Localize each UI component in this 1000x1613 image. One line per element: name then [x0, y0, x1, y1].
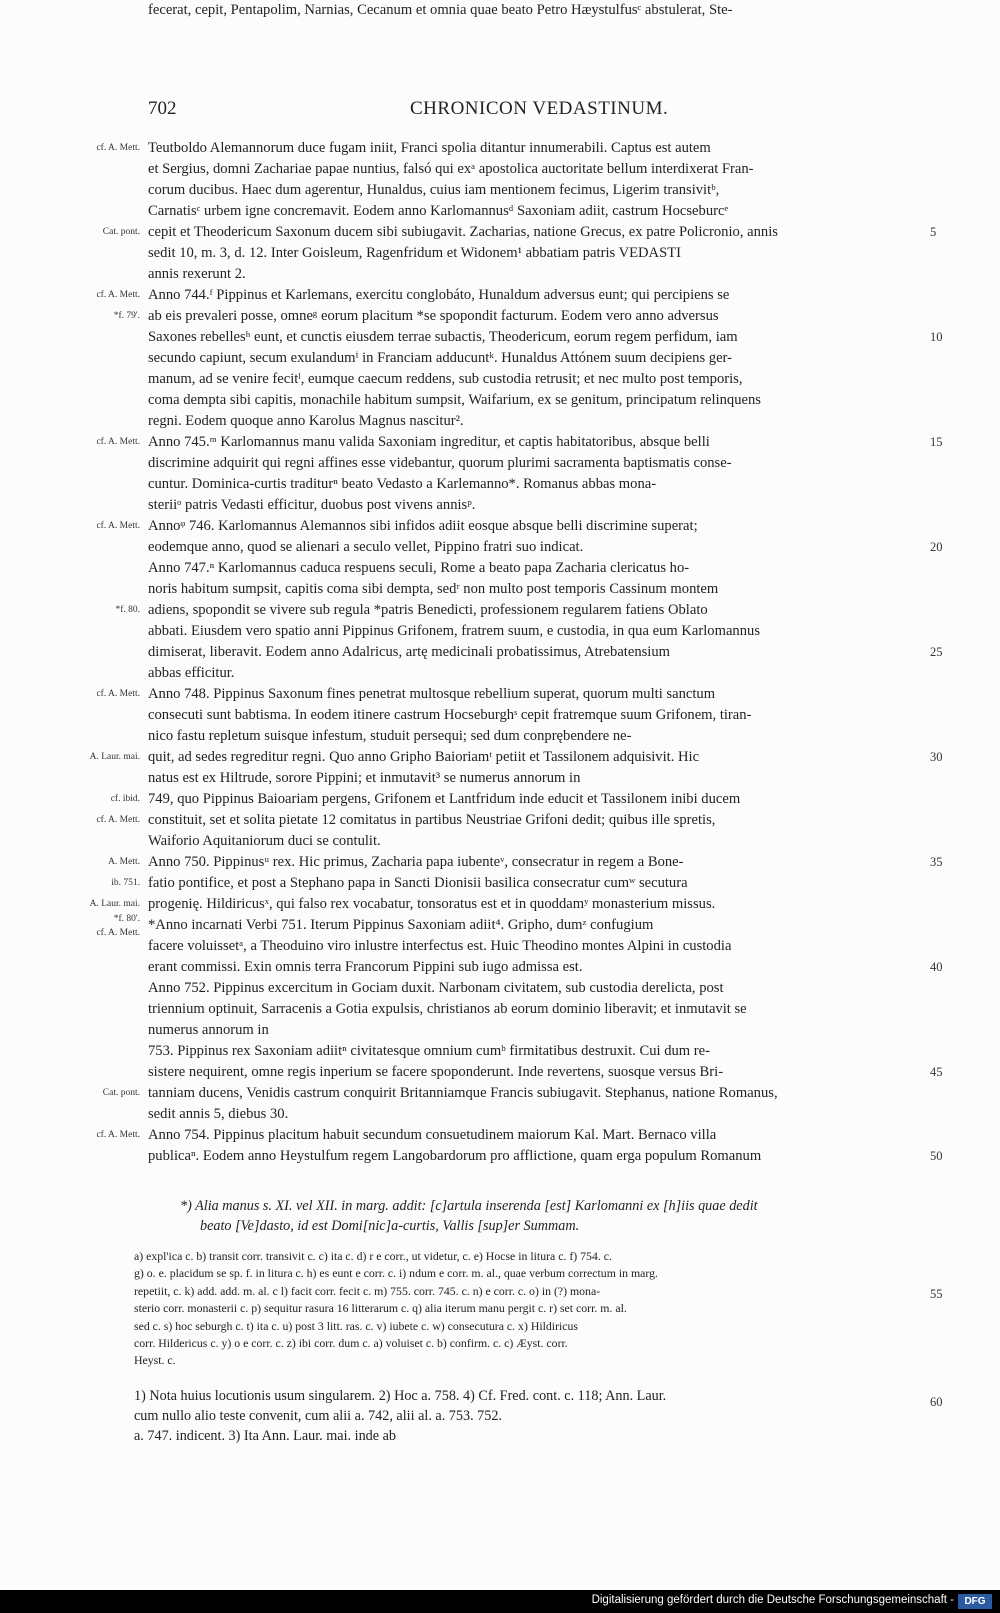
text-line: sedit annis 5, diebus 30.: [148, 1106, 289, 1122]
line-number: 20: [930, 540, 943, 554]
margin-note: cf. A. Mett.: [96, 437, 140, 447]
text-line: Carnatisᶜ urbem igne concremavit. Eodem anno Karlomannusᵈ Saxoniam adiit, castrum Hocseburcᵉ: [148, 203, 729, 219]
line-number: 60: [930, 1395, 943, 1409]
text-line: Anno 750. Pippinusᵘ rex. Hic primus, Zacharia papa iubenteᵛ, consecratur in regem a Bone-: [148, 854, 684, 870]
text-line: secundo capiunt, secum exulandumⁱ in Franciam adducuntᵏ. Hunaldus Attónem suum decipiens ger-: [148, 350, 732, 366]
margin-note: cf. A. Mett.: [96, 928, 140, 938]
text-line: eodemque anno, quod se alienari a seculo vellet, Pippino fratri suo indicat.: [148, 539, 584, 555]
text-line: constituit, set et solita pietate 12 comitatus in partibus Neustriae Grifoni dedit; quibus ille spretis,: [148, 812, 716, 828]
text-line: progenię. Hildiricusˣ, qui falso rex vocabatur, tonsoratus est et in quoddamʸ monasterium missus.: [148, 896, 716, 912]
line-number: 45: [930, 1065, 943, 1079]
text-line: 753. Pippinus rex Saxoniam adiitⁿ civitatesque omnium cumᵇ firmitatibus destruxit. Cui dum re-: [148, 1043, 710, 1059]
text-line: noris habitum sumpsit, capitis coma sibi dempta, sedʳ non multo post temporis Cassinum montem: [148, 581, 719, 597]
text-line: abbati. Eiusdem vero spatio anni Pippinus Grifonem, fratrem suum, e custodia, in qua eum Karlomannus: [148, 623, 760, 639]
text-line: Anno 748. Pippinus Saxonum fines penetrat multosque rebellium superat, quorum multi sanctum: [148, 686, 716, 702]
text-line: adiens, spopondit se vivere sub regula *patris Benedicti, professionem regularem fatiens Oblato: [148, 602, 708, 618]
text-line: Anno 744.ᶠ Pippinus et Karlemans, exercitu conglobáto, Hunaldum adversus eunt; qui percipiens se: [148, 287, 730, 303]
text-line: corum ducibus. Haec dum agerentur, Hunaldus, cuius iam mentionem fecimus, Ligerim transivitᵇ,: [148, 182, 720, 198]
text-line: facere voluissetᵃ, a Theoduino viro inlustre interfectus est. Huic Theodino montes Alpini in custodia: [148, 938, 732, 954]
margin-note: cf. A. Mett.: [96, 290, 140, 300]
text-line: annis rexerunt 2.: [148, 266, 246, 282]
text-line: nico fastu repletum suisque infestum, studuit persequi; sed dum conprębendere ne-: [148, 728, 632, 744]
margin-note: A. Mett.: [108, 857, 140, 867]
apparatus-line: g) o. e. placidum se sp. f. in litura c. h) es eunt e corr. c. i) ndum e corr. m. al., quae verbum correctum in marg.: [134, 1266, 658, 1281]
margin-note: Cat. pont.: [102, 227, 140, 237]
margin-note: A. Laur. mai.: [89, 752, 140, 762]
text-line: coma dempta sibi capitis, monachile habitum sumpsit, Waifarium, ex se genitum, principatum relinquens: [148, 392, 761, 408]
text-line: abbas efficitur.: [148, 665, 235, 681]
margin-note: cf. A. Mett.: [96, 521, 140, 531]
text-line: *Anno incarnati Verbi 751. Iterum Pippinus Saxoniam adiit⁴. Gripho, dumᶻ confugium: [148, 917, 654, 933]
line-number: 40: [930, 960, 943, 974]
text-line: dimiserat, liberavit. Eodem anno Adalricus, artę medicinali probatissimus, Atrebatensium: [148, 644, 671, 660]
text-line: Anno 747.ⁿ Karlomannus caduca respuens seculi, Rome a beato papa Zacharia clericatus ho-: [148, 560, 690, 576]
page-header: [0, 98, 1000, 128]
asterisk-note-line: *) Alia manus s. XI. vel XII. in marg. addit: [c]artula inserenda [est] Karlomanni ex [h]iis quae dedit: [180, 1198, 758, 1214]
text-line: natus est ex Hiltrude, sorore Pippini; et inmutavit³ se numerus annorum in: [148, 770, 581, 786]
funding-credit: Digitalisierung gefördert durch die Deutsche Forschungsgemeinschaft -: [591, 1594, 954, 1606]
line-number: 10: [930, 330, 943, 344]
margin-note: cf. ibid.: [110, 794, 140, 804]
margin-note: Cat. pont.: [102, 1088, 140, 1098]
text-line: Anno 752. Pippinus excercitum in Gociam duxit. Narbonam civitatem, sub custodia derelicta, post: [148, 980, 724, 996]
margin-note: *f. 79'.: [113, 311, 140, 321]
line-number: 55: [930, 1287, 943, 1301]
line-number: 5: [930, 225, 937, 239]
apparatus-line: sed c. s) hoc seburgh c. t) ita c. u) post 3 litt. ras. c. v) iubete c. w) consecutura c. x) Hildiricus: [134, 1318, 579, 1333]
apparatus-line: Heyst. c.: [134, 1353, 176, 1368]
margin-note: cf. A. Mett.: [96, 815, 140, 825]
text-line: tanniam ducens, Venidis castrum conquirit Britanniamque Francis subiugavit. Stephanus, natione Romanus,: [148, 1085, 778, 1101]
line-number: 15: [930, 435, 943, 449]
margin-note: A. Laur. mai.: [89, 899, 140, 909]
margin-note: *f. 80.: [115, 605, 140, 615]
text-line: consecuti sunt babtisma. In eodem itinere castrum Hocseburghˢ cepit fratremque suum Grifonem, tiran-: [148, 707, 752, 723]
dfg-logo: DFG: [958, 1594, 992, 1609]
text-line: triennium optinuit, Sarracenis a Gotia expulsis, christianos ab eorum dominio liberavit; et inmutavit se: [148, 1001, 747, 1017]
text-line: sistere nequirent, omne regis inperium se facere spoponderunt. Inde revertens, suosque versus Bri-: [148, 1064, 724, 1080]
apparatus-line: a) expl'ica c. b) transit corr. transivit c. c) ita c. d) r e corr., ut videtur, c. e) Hocse in litura c. f) 754. c.: [134, 1249, 612, 1263]
margin-note: cf. A. Mett.: [96, 143, 140, 153]
text-line: Waiforio Aquitaniorum duci se contulit.: [148, 833, 381, 849]
asterisk-note-line: beato [Ve]dasto, id est Domi[nic]a-curtis, Vallis [sup]er Summam.: [200, 1218, 580, 1234]
margin-note: ib. 751.: [111, 878, 140, 888]
page-number: 702: [148, 98, 177, 119]
text-line: 749, quo Pippinus Baioariam pergens, Grifonem et Lantfridum inde educit et Tassilonem inibi ducem: [148, 791, 741, 807]
text-line: discrimine adquirit qui regni affines esse videbantur, quorum plurimi sacramenta baptismatis conse-: [148, 455, 732, 471]
text-line: sedit 10, m. 3, d. 12. Inter Goisleum, Ragenfridum et Widonem¹ abbatiam patris VEDASTI: [148, 245, 681, 261]
margin-note: cf. A. Mett.: [96, 689, 140, 699]
text-line: cepit et Theodericum Saxonum ducem sibi subiugavit. Zacharias, natione Grecus, ex patre Policronio, annis: [148, 224, 778, 240]
text-line: Annoᵠ 746. Karlomannus Alemannos sibi infidos adiit eosque absque belli discrimine superat;: [148, 518, 698, 534]
text-line: cuntur. Dominica-curtis traditurⁿ beato Vedasto a Karlemanno*. Romanus abbas mona-: [148, 476, 657, 492]
text-line: steriiᵒ patris Vedasti efficitur, duobus post vivens annisᵖ.: [148, 497, 476, 513]
text-line: et Sergius, domni Zachariae papae nuntius, falsó qui exᵃ apostolica auctoritate bellum interdixerat Fran-: [148, 161, 754, 177]
text-line: fecerat, cepit, Pentapolim, Narnias, Cecanum et omnia quae beato Petro Hæystulfusᶜ abstulerat, Ste-: [148, 2, 733, 18]
text-line: erant commissi. Exin omnis terra Francorum Pippini sub iugo admissa est.: [148, 959, 583, 975]
footnote-line: a. 747. indicent. 3) Ita Ann. Laur. mai. inde ab: [134, 1428, 397, 1444]
footnote-line: 1) Nota huius locutionis usum singularem. 2) Hoc a. 758. 4) Cf. Fred. cont. c. 118; Ann. Laur.: [134, 1388, 667, 1404]
line-number: 30: [930, 750, 943, 764]
text-line: Teutboldo Alemannorum duce fugam iniit, Franci spolia ditantur innumerabili. Captus est autem: [148, 140, 711, 156]
credit-bar: [0, 1590, 1000, 1613]
text-line: numerus annorum in: [148, 1022, 269, 1038]
running-title: CHRONICON VEDASTINUM.: [410, 98, 669, 119]
line-number: 50: [930, 1149, 943, 1163]
margin-note: cf. A. Mett.: [96, 1130, 140, 1140]
apparatus-line: repetiit, c. k) add. add. m. al. c l) facit corr. fecit c. m) 755. corr. 745. c. n) e corr. c. o) in (?) mona-: [134, 1283, 601, 1298]
apparatus-line: corr. Hildericus c. y) o e corr. c. z) ibi corr. dum c. a) voluiset c. b) confirm. c. c) Æyst. corr.: [134, 1336, 568, 1350]
text-line: regni. Eodem quoque anno Karolus Magnus nascitur².: [148, 413, 464, 429]
text-line: publicaⁿ. Eodem anno Heystulfum regem Langobardorum pro afflictione, quam erga populum Romanum: [148, 1148, 762, 1164]
text-line: Anno 745.ᵐ Karlomannus manu valida Saxoniam ingreditur, et captis habitatoribus, absque belli: [148, 434, 710, 450]
text-line: fatio pontifice, et post a Stephano papa in Sancti Dionisii basilica consecratur cumʷ secutura: [148, 875, 688, 891]
text-line: manum, ad se venire fecitˡ, eumque caecum reddens, sub custodia retrusit; et nec multo post temporis,: [148, 371, 743, 387]
line-number: 25: [930, 645, 943, 659]
line-number: 35: [930, 855, 943, 869]
margin-note: *f. 80'.: [113, 914, 140, 924]
apparatus-line: sterio corr. monasterii c. p) sequitur rasura 16 litterarum c. q) alia iterum manu pergit c. r) set corr. m. al.: [134, 1301, 627, 1316]
text-line: Anno 754. Pippinus placitum habuit secundum consuetudinem maiorum Kal. Mart. Bernaco villa: [148, 1127, 717, 1143]
text-line: quit, ad sedes regreditur regni. Quo anno Gripho Baioriamᵗ petiit et Tassilonem adquisivit. Hic: [148, 749, 700, 765]
text-line: ab eis prevaleri posse, omneᵍ eorum placitum *se spopondit facturum. Eodem vero anno adversus: [148, 308, 719, 324]
footnote-line: cum nullo alio teste convenit, cum alii a. 742, alii al. a. 753. 752.: [134, 1408, 503, 1424]
text-line: Saxones rebellesʰ eunt, et cunctis eiusdem terrae subactis, Theodericum, eorum regem perfidum, iam: [148, 329, 738, 345]
